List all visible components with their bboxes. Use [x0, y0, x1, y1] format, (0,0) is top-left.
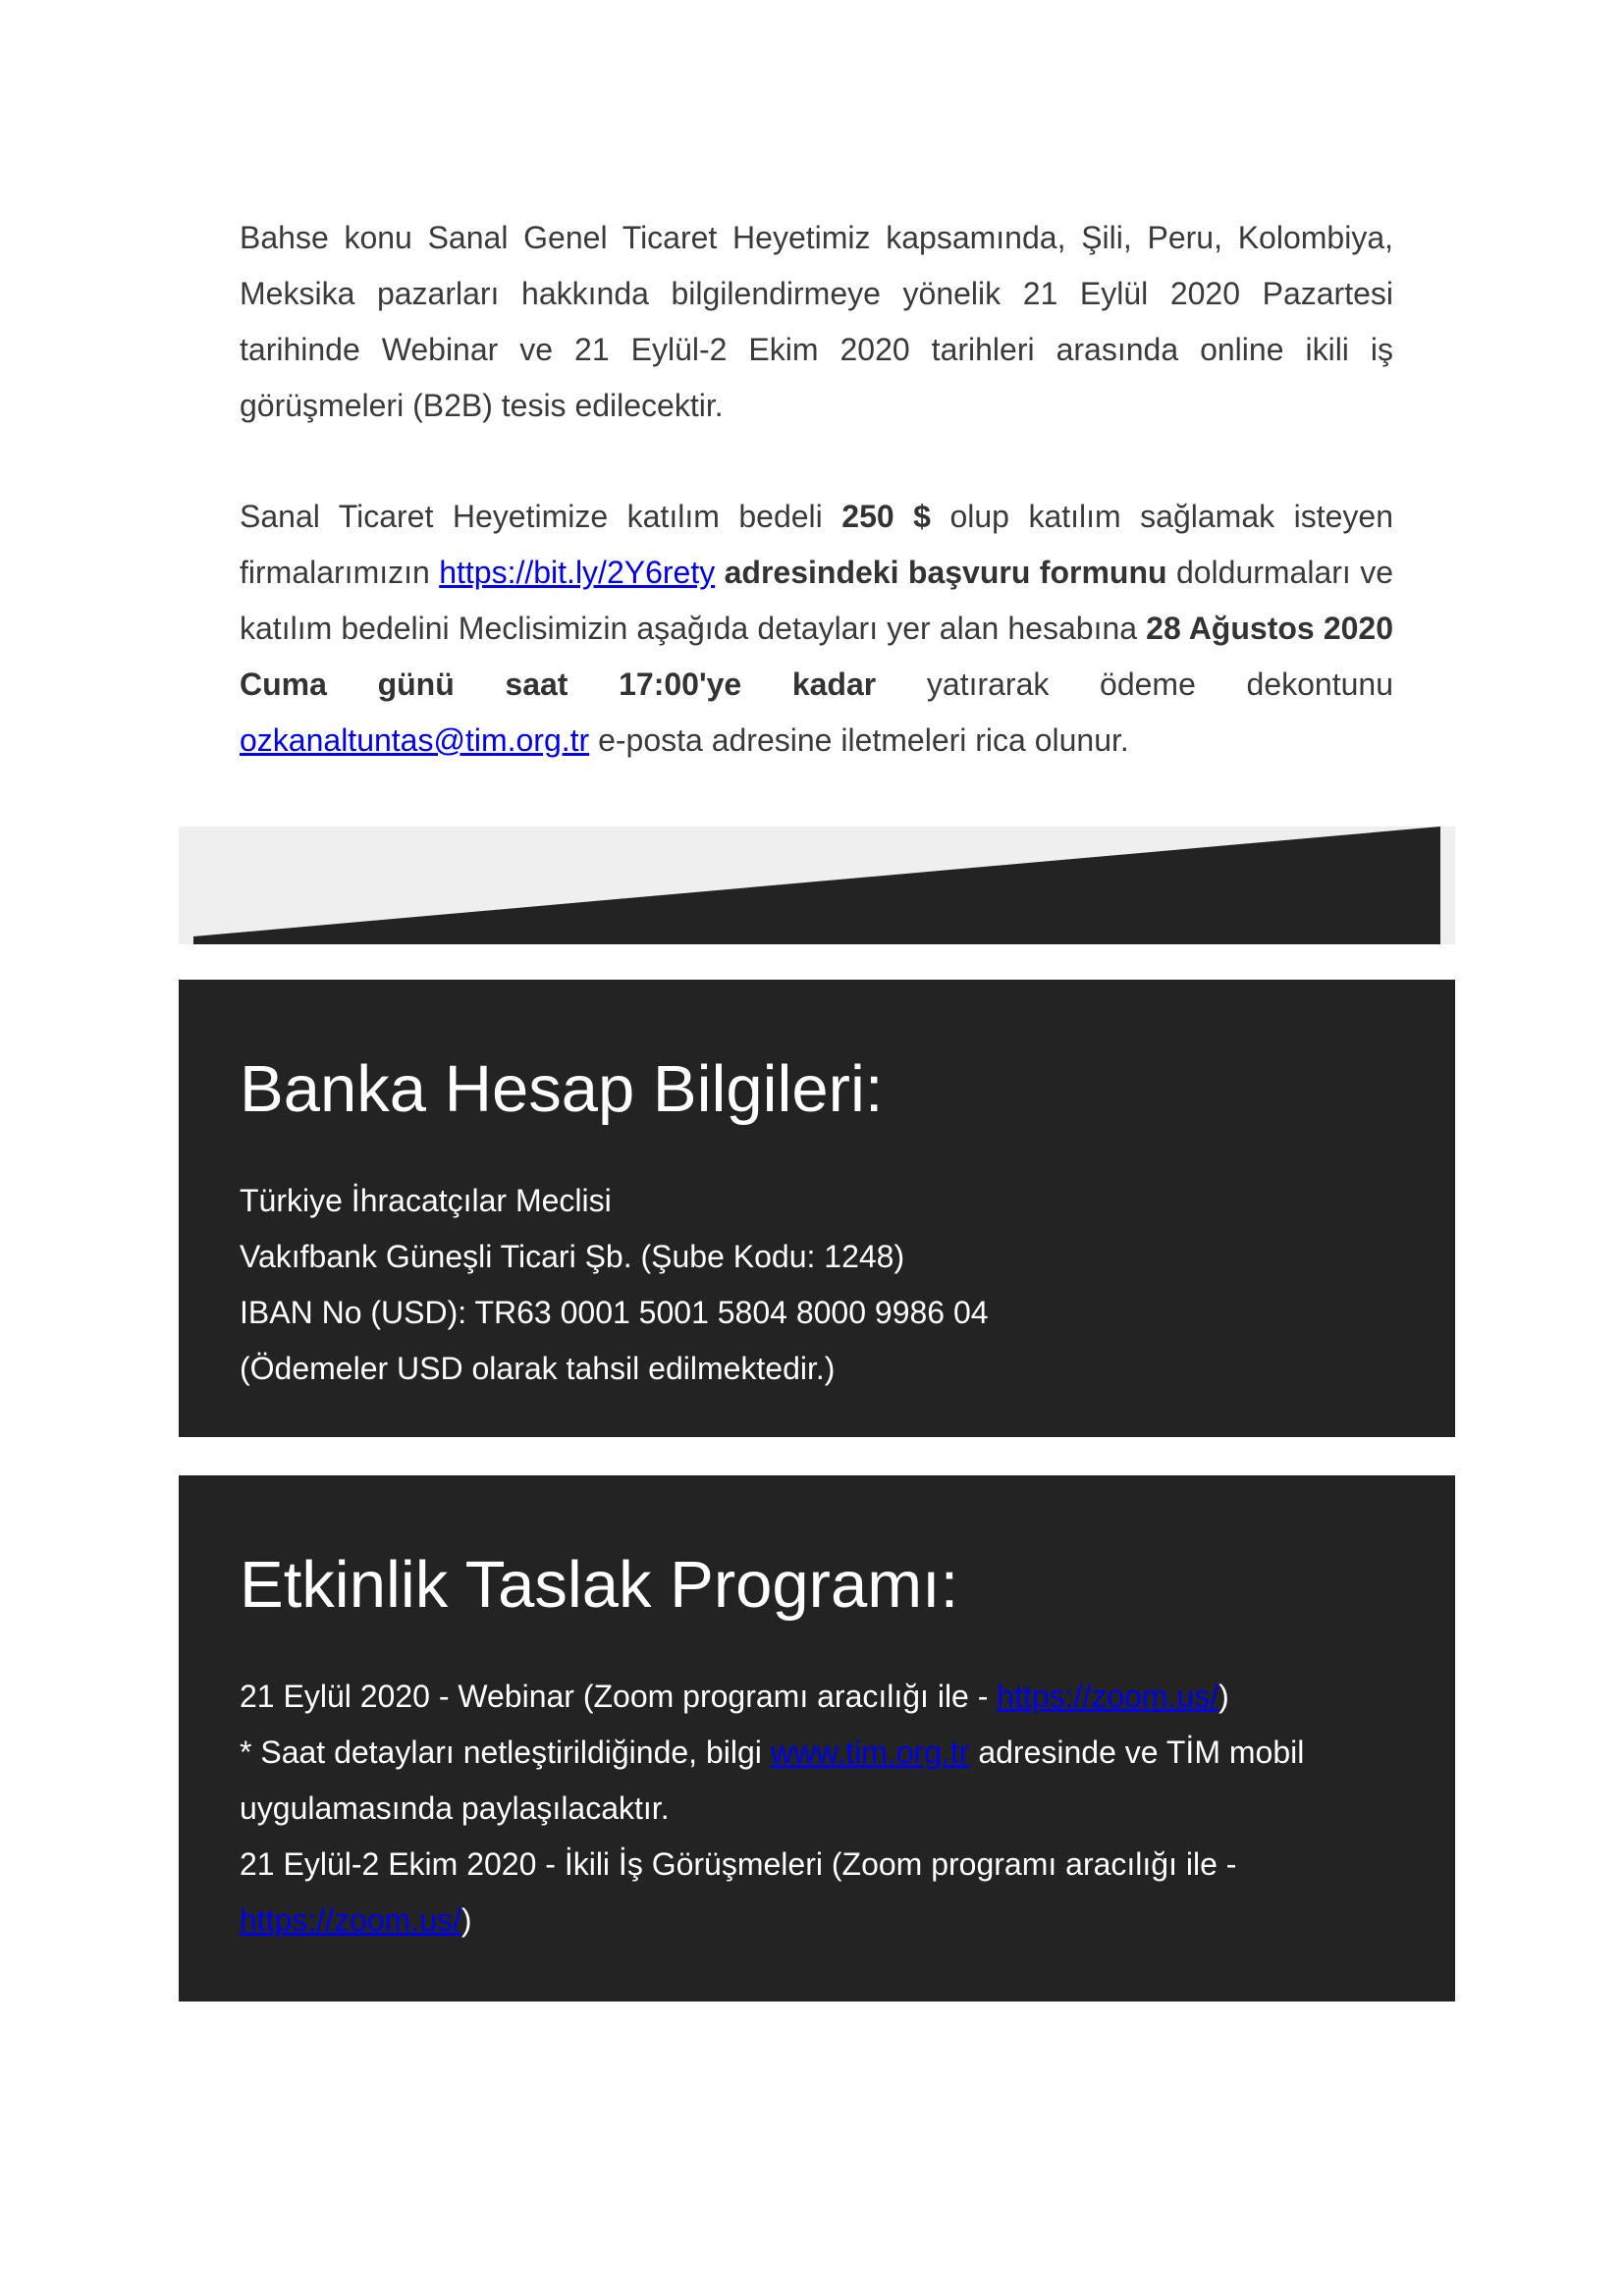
decorative-divider	[179, 827, 1455, 944]
zoom-link[interactable]: https://zoom.us/	[997, 1679, 1219, 1714]
deadline: 28 Ağustos 2020 Cuma günü saat 17:00'ye kadar	[240, 611, 1393, 702]
text-segment: Sanal Ticaret Heyetimize katılım bedeli	[240, 499, 842, 534]
zoom-link[interactable]: https://zoom.us/	[240, 1902, 461, 1938]
bank-payment-note: (Ödemeler USD olarak tahsil edilmektedir.)	[240, 1351, 836, 1386]
bank-account-holder: Türkiye İhracatçılar Meclisi	[240, 1183, 612, 1218]
email-link[interactable]: ozkanaltuntas@tim.org.tr	[240, 722, 590, 758]
text-segment: * Saat detayları netleştirildiğinde, bilgi	[240, 1735, 771, 1770]
text-segment: yatırarak ödeme dekontunu	[876, 667, 1394, 702]
program-note	[240, 1725, 1398, 1837]
bank-branch: Vakıfbank Güneşli Ticari Şb. (Şube Kodu: 1248)	[240, 1239, 905, 1274]
tim-website-link[interactable]: www.tim.org.tr	[770, 1735, 970, 1770]
text-segment: e-posta adresine iletmeleri rica olunur.	[589, 722, 1129, 758]
intro-paragraph-1: Bahse konu Sanal Genel Ticaret Heyetimiz kapsamında, Şili, Peru, Kolombiya, Meksika pazarları hakkında bilgilendirmeye yönelik 21 Eylül 2020 Pazartesi tarihinde Webinar ve 21 Eylül-2 Ekim 2020 tarihleri arasında online ikili iş görüşmeleri (B2B) tesis edilecektir.	[240, 220, 1393, 423]
text-segment: doldurmaları ve katılım bedelini Meclisimizin aşağıda detayları yer alan hesabına	[240, 555, 1393, 646]
event-program-title: Etkinlik Taslak Programı:	[240, 1548, 959, 1622]
text-segment: )	[460, 1902, 472, 1938]
application-form-link[interactable]: https://bit.ly/2Y6rety	[439, 555, 716, 590]
event-program-panel	[179, 1475, 1455, 2002]
text-segment: adresinde ve TİM mobil uygulamasında paylaşılacaktır.	[240, 1735, 1305, 1826]
bank-info-title: Banka Hesap Bilgileri:	[240, 1052, 884, 1126]
bank-info-panel	[179, 980, 1455, 1437]
intro-text	[240, 210, 1393, 769]
program-item-webinar	[240, 1669, 1398, 1725]
intro-paragraph-2	[240, 489, 1393, 769]
wedge-shape	[193, 827, 1440, 944]
form-label: adresindeki başvuru formunu	[715, 555, 1167, 590]
fee-amount: 250 $	[841, 499, 931, 534]
text-segment: 21 Eylül-2 Ekim 2020 - İkili İş Görüşmeleri (Zoom programı aracılığı ile -	[240, 1846, 1237, 1882]
program-item-b2b	[240, 1837, 1398, 1949]
text-segment: 21 Eylül 2020 - Webinar (Zoom programı aracılığı ile -	[240, 1679, 998, 1714]
text-segment: olup katılım sağlamak isteyen firmalarımızın	[240, 499, 1394, 590]
bank-iban: IBAN No (USD): TR63 0001 5001 5804 8000 9986 04	[240, 1295, 989, 1330]
text-segment: )	[1218, 1679, 1229, 1714]
